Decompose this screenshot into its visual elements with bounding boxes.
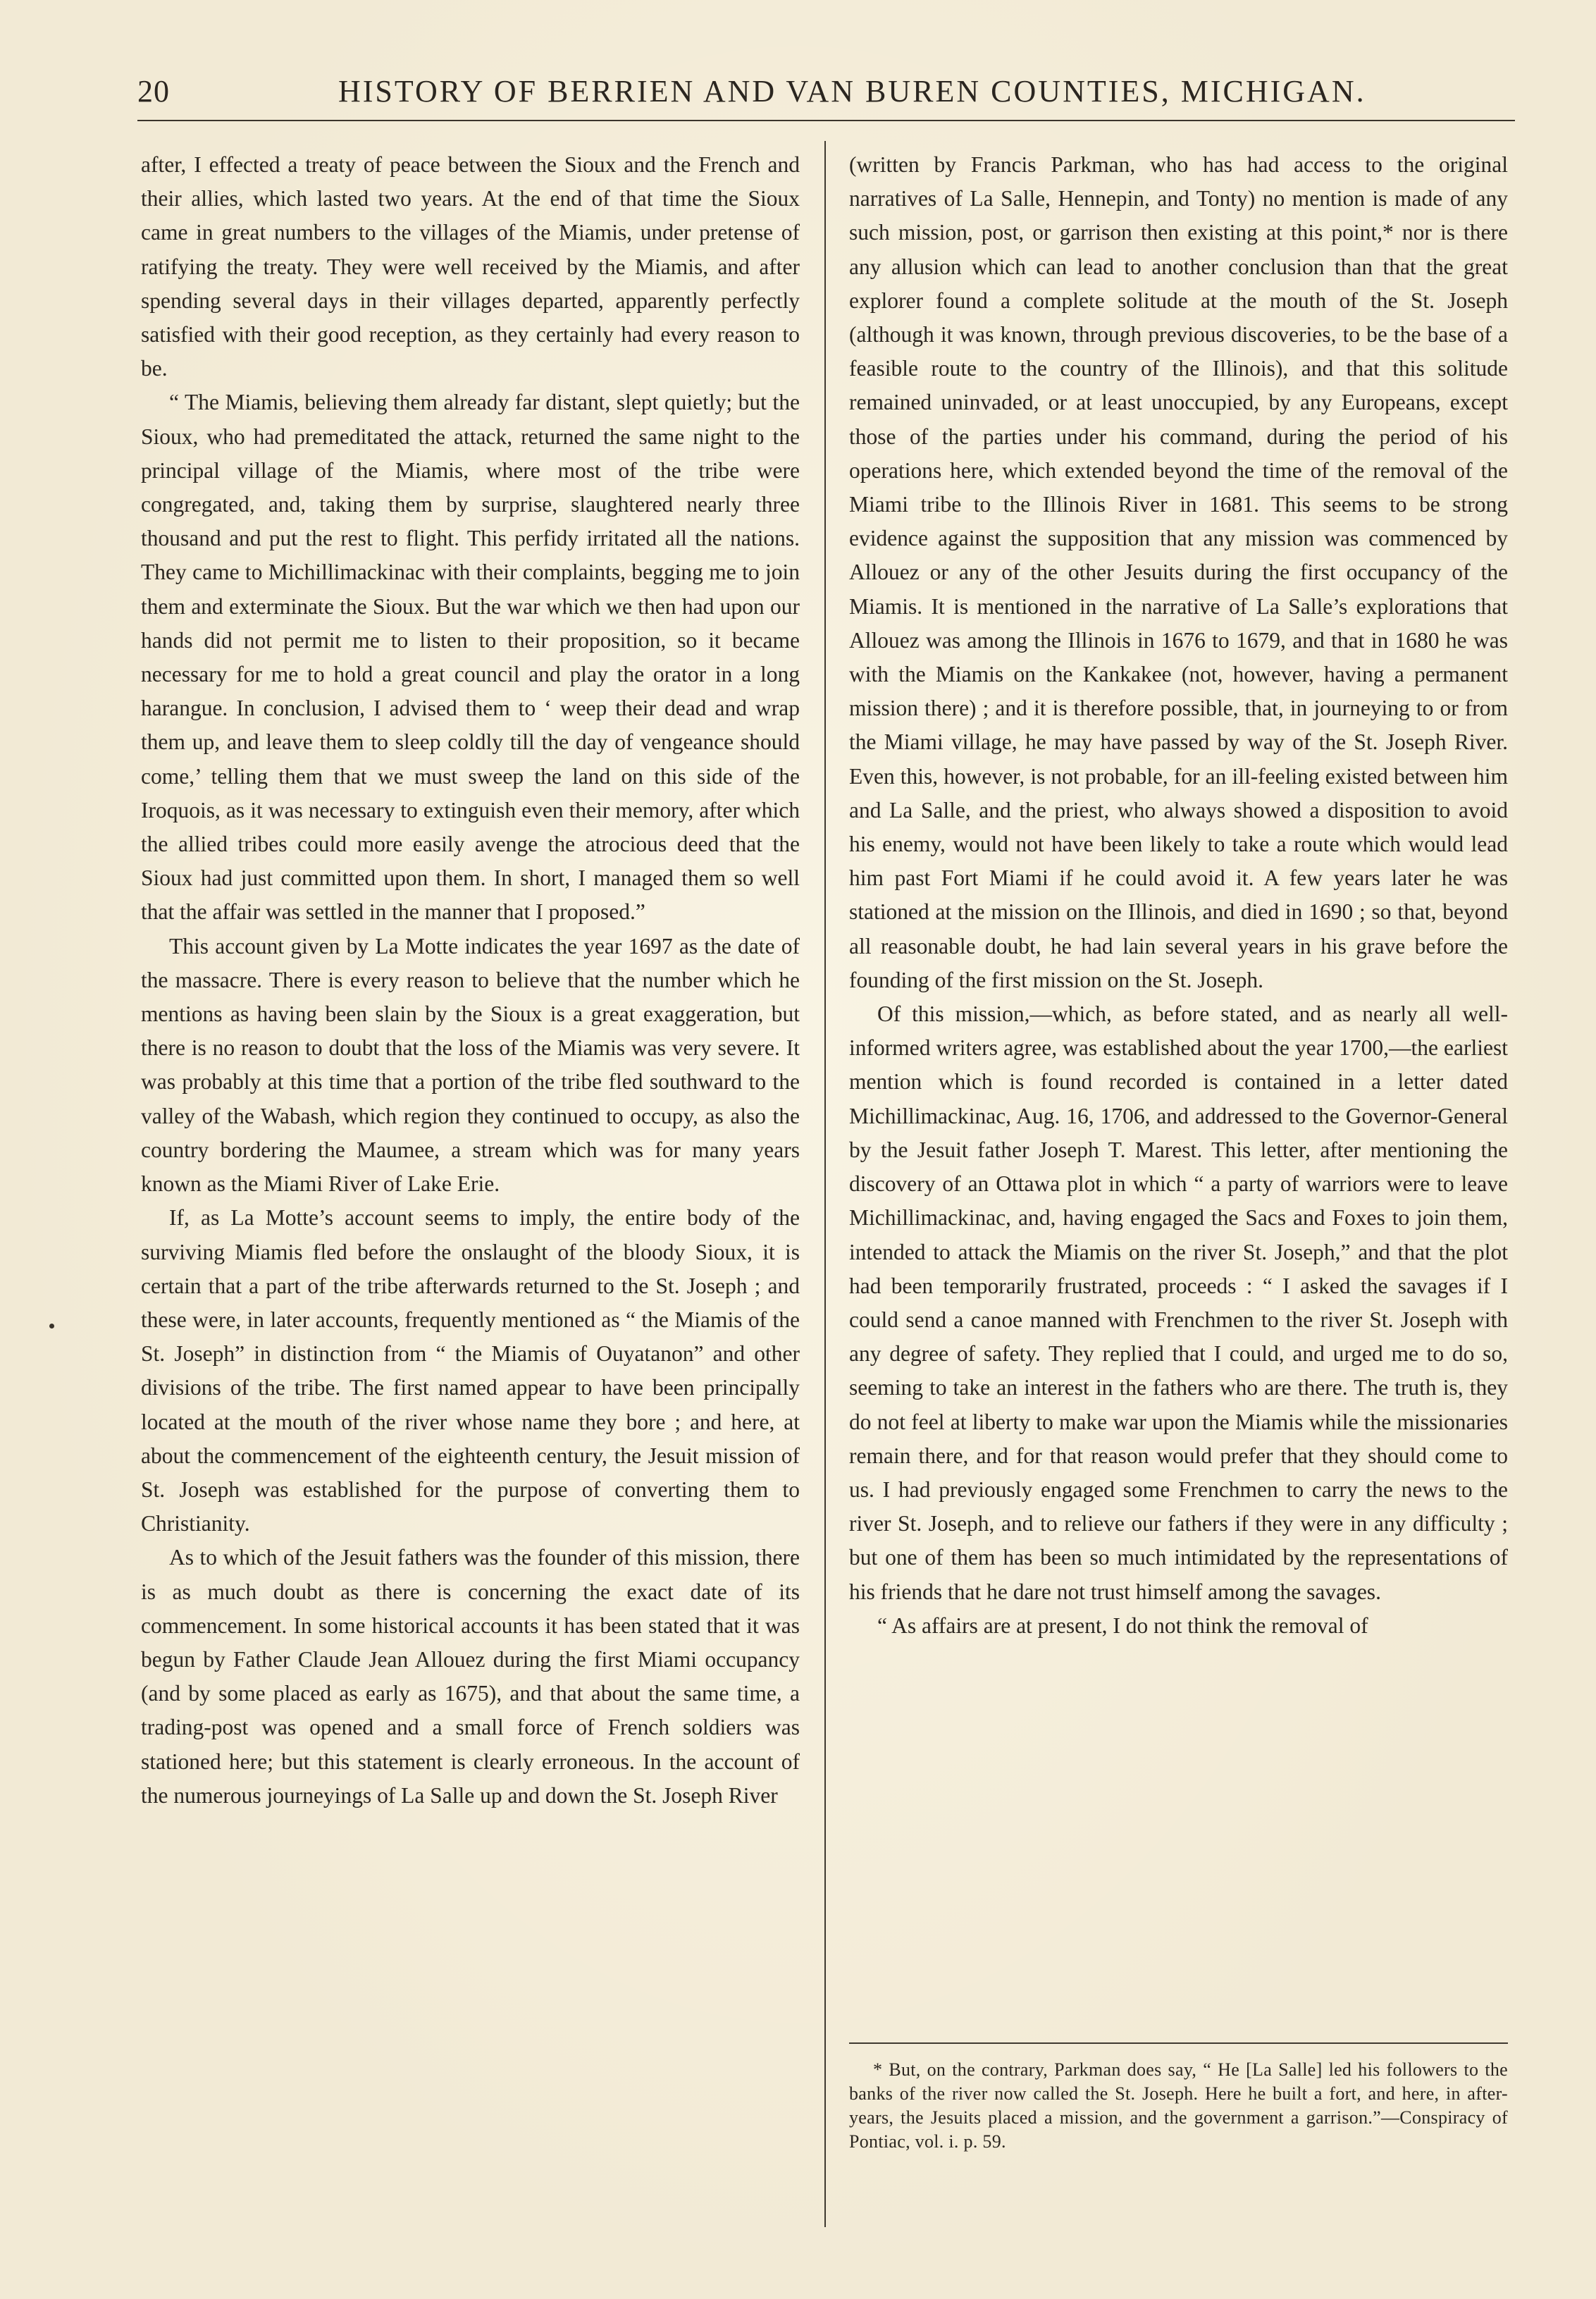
- paragraph: This account given by La Motte indicates the year 1697 as the date of the massacre. There is every reason to believe that the number which he mentions as having been slain by the Sioux is a great exaggeration, but there is no reason to doubt that the loss of the Miamis was very severe. It was probably at this time that a portion of the tribe fled southward to the valley of the Wabash, which region they continued to occupy, as also the country bordering the Maumee, a stream which was for many years known as the Miami River of Lake Erie.: [141, 933, 800, 1197]
- paragraph: Of this mission,—which, as before stated, and as nearly all well-informed writers agree, was established about the year 1700,—the earliest mention which is found recorded is contained in a letter dated Michillimackinac, Aug. 16, 1706, and addressed to the Governor-General by the Jesuit father Joseph T. Marest. This letter, after mentioning the discovery of an Ottawa plot in which “ a party of warriors were to leave Michillimackinac, and, having engaged the Sacs and Foxes to join them, intended to attack the Miamis on the river St. Joseph,” and that the plot had been temporarily frustrated, proceeds : “ I asked the savages if I could send a canoe manned with Frenchmen to the river St. Joseph with any degree of safety. They replied that I could, and urged me to do so, seeming to take an interest in the fathers who are there. The truth is, they do not feel at liberty to make war upon the Miamis while the missionaries remain there, and for that reason would prefer that they should come to us. I had previously engaged some Frenchmen to carry the news to the river St. Joseph, and to relieve our fathers if they were in any difficulty ; but one of them has been so much intimidated by the representations of his friends that he dare not trust himself among the savages.: [849, 1001, 1508, 1604]
- running-head: HISTORY OF BERRIEN AND VAN BUREN COUNTIES, MICHIGAN.: [338, 74, 1366, 109]
- paragraph: “ The Miamis, believing them already far distant, slept quietly; but the Sioux, who had premeditated the attack, returned the same night to the principal village of the Miamis, where most of the tribe were congregated, and, taking them by surprise, slaughtered nearly three thousand and put the rest to flight. This perfidy irritated all the nations. They came to Michillimackinac with their complaints, begging me to join them and exterminate the Sioux. But the war which we then had upon our hands did not permit me to listen to their proposition, so it became necessary for me to hold a great council and play the orator in a long harangue. In conclusion, I advised them to ‘ weep their dead and wrap them up, and leave them to sleep coldly till the day of vengeance should come,’ telling them that we must sweep the land on this side of the Iroquois, as it was necessary to extinguish even their memory, after which the allied tribes could more easily avenge the atrocious deed that the Sioux had just committed upon them. In short, I managed them so well that the affair was settled in the manner that I proposed.”: [141, 390, 800, 925]
- paragraph: (written by Francis Parkman, who has had access to the original narratives of La Salle, Hennepin, and Tonty) no mention is made of any such mission, post, or garrison then existing at this point,* nor is there any allusion which can lead to another conclusion than that the great explorer found a complete solitude at the mouth of the St. Joseph (although it was known, through previous discoveries, to be the base of a feasible route to the country of the Illinois), and that this solitude remained uninvaded, or at least unoccupied, by any Europeans, except those of the parties under his command, during the period of his operations here, which extended beyond the time of the removal of the Miami tribe to the Illinois River in 1681. This seems to be strong evidence against the supposition that any mission was commenced by Allouez or any of the other Jesuits during the first occupancy of the Miamis. It is mentioned in the narrative of La Salle’s explorations that Allouez was among the Illinois in 1676 to 1679, and that in 1680 he was with the Miamis on the Kankakee (not, however, having a permanent mission there) ; and it is therefore possible, that, in journeying to or from the Miami village, he may have passed by way of the St. Joseph River. Even this, however, is not probable, for an ill-feeling existed between him and La Salle, and the priest, who always showed a disposition to avoid his enemy, would not have been likely to take a route which would lead him past Fort Miami if he could avoid it. A few years later he was stationed at the mission on the Illinois, and died in 1690 ; so that, beyond all reasonable doubt, he had lain several years in his grave before the founding of the first mission on the St. Joseph.: [849, 152, 1508, 992]
- page-header: [137, 70, 1511, 120]
- column-divider: [824, 141, 826, 2227]
- paragraph: “ As affairs are at present, I do not think the removal of: [877, 1613, 1368, 1638]
- page-number: 20: [137, 74, 170, 109]
- left-column: [141, 148, 800, 1813]
- right-column: [849, 148, 1508, 1643]
- paragraph: If, as La Motte’s account seems to imply, the entire body of the surviving Miamis fled before the onslaught of the bloody Sioux, it is certain that a part of the tribe afterwards returned to the St. Joseph ; and these were, in later accounts, frequently mentioned as “ the Miamis of the St. Joseph” in distinction from “ the Miamis of Ouyatanon” and other divisions of the tribe. The first named appear to have been principally located at the mouth of the river whose name they bore ; and here, at about the commencement of the eighteenth century, the Jesuit mission of St. Joseph was established for the purpose of converting them to Christianity.: [141, 1205, 800, 1536]
- paragraph: As to which of the Jesuit fathers was the founder of this mission, there is as much doubt as there is concerning the exact date of its commencement. In some historical accounts it has been stated that it was begun by Father Claude Jean Allouez during the first Miami occupancy (and by some placed as early as 1675), and that about the same time, a trading-post was opened and a small force of French soldiers was stationed here; but this statement is clearly erroneous. In the account of the numerous journeyings of La Salle up and down the St. Joseph River: [141, 1545, 800, 1808]
- paragraph: after, I effected a treaty of peace between the Sioux and the French and their allies, which lasted two years. At the end of that time the Sioux came in great numbers to the villages of the Miamis, under pretense of ratifying the treaty. They were well received by the Miamis, and after spending several days in their villages departed, apparently perfectly satisfied with their good reception, as they certainly had every reason to be.: [141, 152, 800, 381]
- header-rule: [137, 120, 1515, 121]
- footnote-rule: [849, 2042, 1508, 2044]
- footnote: * But, on the contrary, Parkman does say, “ He [La Salle] led his followers to the banks of the river now called the St. Joseph. Here he built a fort, and here, in after-years, the Jesuits placed a mission, and the government a garrison.”—Conspiracy of Pontiac, vol. i. p. 59.: [849, 2059, 1508, 2152]
- margin-speck: [49, 1324, 54, 1329]
